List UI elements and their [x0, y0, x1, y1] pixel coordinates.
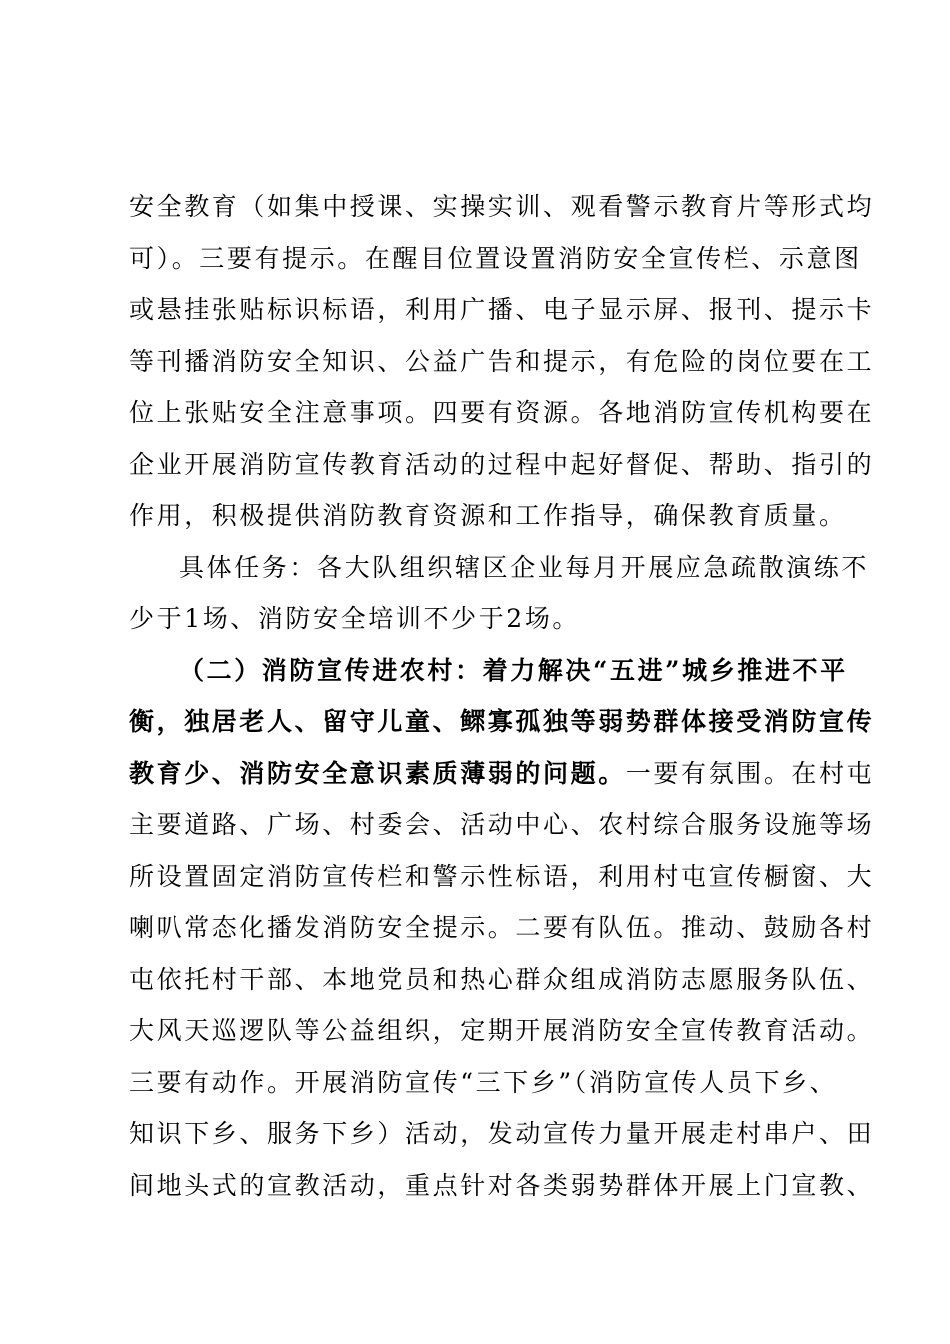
- section-heading-line: （二）消防宣传进农村：着力解决“五进”城乡推进不平: [179, 655, 848, 685]
- text-line: 作用，积极提供消防教育资源和工作指导，确保教育质量。: [129, 501, 847, 530]
- text-line: 屯依托村干部、本地党员和热心群众组成消防志愿服务队伍、: [129, 964, 875, 994]
- text-line: 或悬挂张贴标识标语，利用广播、电子显示屏、报刊、提示卡: [129, 295, 875, 324]
- document-body: [129, 181, 875, 1211]
- paragraph-rural-publicity: [129, 645, 875, 1212]
- text-line: 可）。三要有提示。在醒目位置设置消防安全宣传栏、示意图: [129, 243, 862, 273]
- section-heading-tail: 教育少、消防安全意识素质薄弱的问题。: [129, 758, 626, 788]
- paragraph-safety-education: [129, 181, 875, 542]
- text-line: 安全教育（如集中授课、实操实训、观看警示教育片等形式均: [129, 192, 875, 221]
- text-line: 间地头式的宣教活动，重点针对各类弱势群体开展上门宣教、: [129, 1170, 875, 1200]
- text-line: 大风天巡逻队等公益组织，定期开展消防安全宣传教育活动。: [129, 1016, 875, 1045]
- section-heading-line: 衡，独居老人、留守儿童、鳏寡孤独等弱势群体接受消防宣传: [129, 707, 875, 736]
- text-line: 等刊播消防安全知识、公益广告和提示，有危险的岗位要在工: [129, 346, 875, 376]
- text-line: 知识下乡、服务下乡）活动，发动宣传力量开展走村串户、田: [129, 1119, 875, 1148]
- text-line: 三要有动作。开展消防宣传“三下乡”（消防宣传人员下乡、: [129, 1067, 838, 1097]
- text-line: 所设置固定消防宣传栏和警示性标语，利用村屯宣传橱窗、大: [129, 861, 875, 891]
- text-line: 主要道路、广场、村委会、活动中心、农村综合服务设施等场: [129, 810, 875, 839]
- text-line: 企业开展消防宣传教育活动的过程中起好督促、帮助、指引的: [129, 449, 875, 479]
- text-segment: 一要有氛围。在村屯: [625, 758, 875, 788]
- text-line: 位上张贴安全注意事项。四要有资源。各地消防宣传机构要在: [129, 398, 875, 427]
- text-line-mixed: [129, 748, 875, 800]
- text-line: 少于1场、消防安全培训不少于2场。: [129, 604, 581, 633]
- text-line: 具体任务：各大队组织辖区企业每月开展应急疏散演练不: [179, 552, 870, 582]
- paragraph-specific-tasks: [129, 542, 870, 645]
- text-line: 喇叭常态化播发消防安全提示。二要有队伍。推动、鼓励各村: [129, 913, 875, 942]
